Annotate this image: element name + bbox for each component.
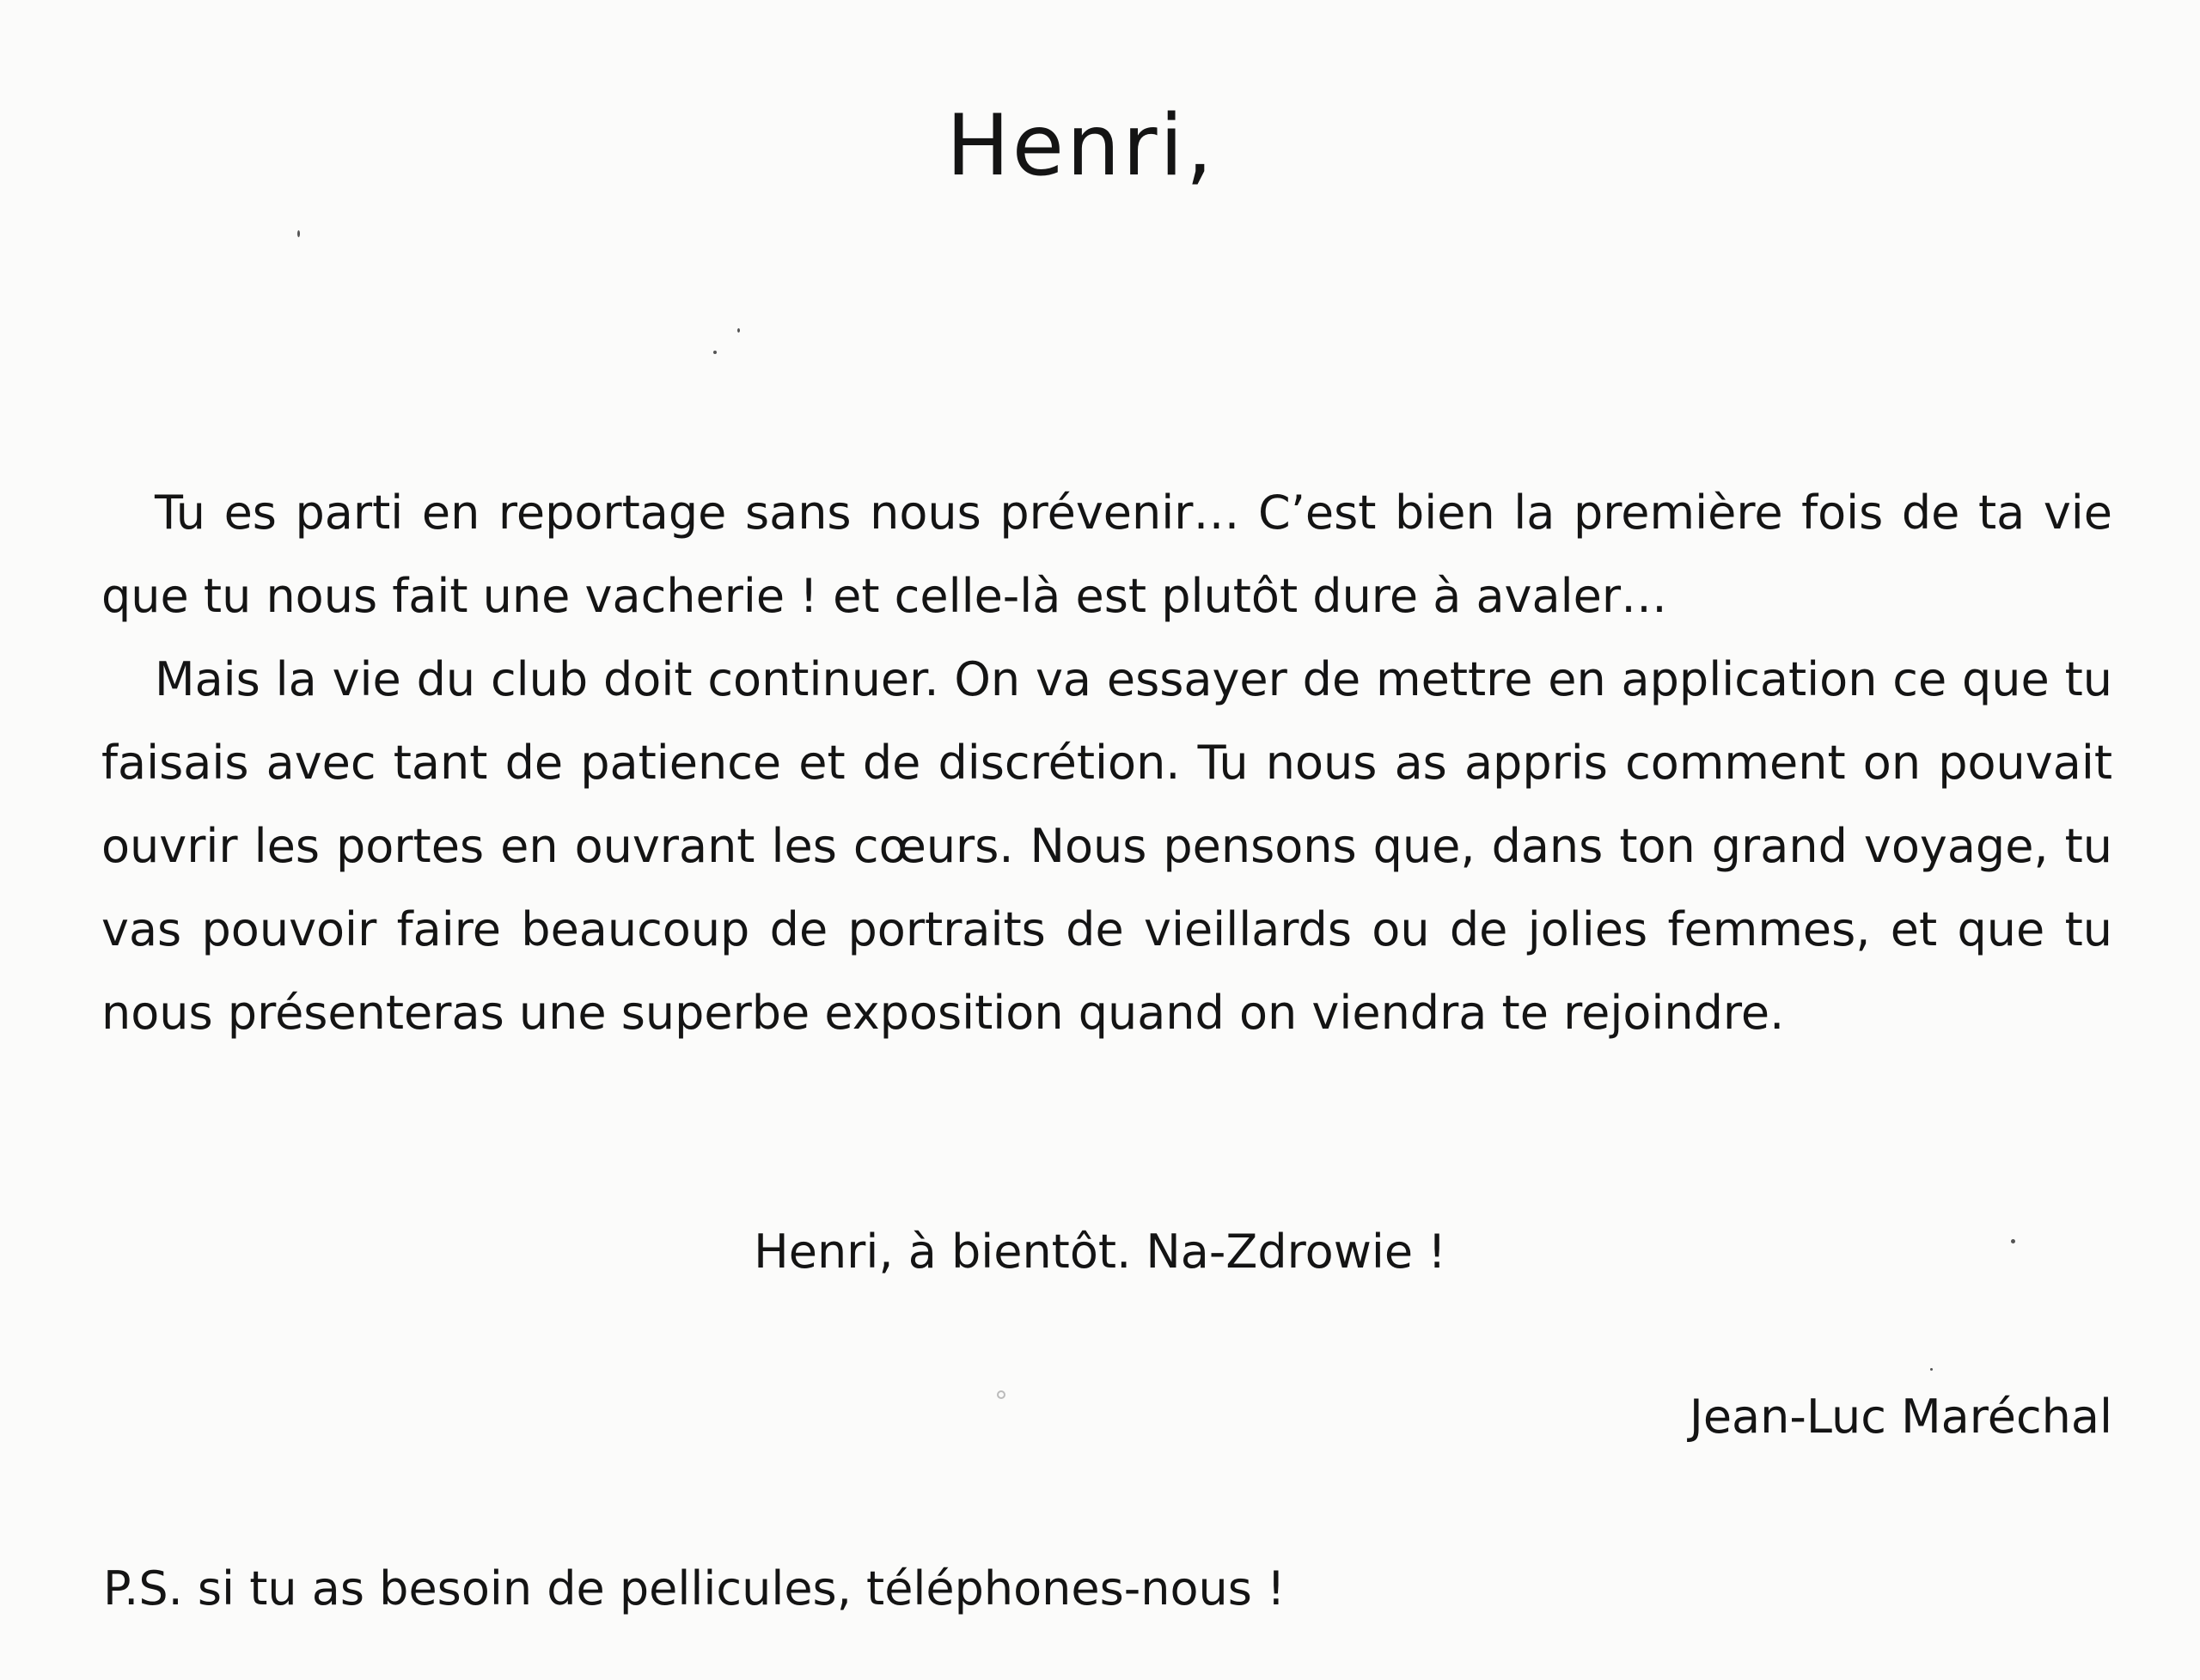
letter-signature: Jean-Luc Maréchal [1689,1390,2112,1444]
scan-speck [297,230,300,237]
letter-paragraph-1: Tu es parti en reportage sans nous prévenir… C’est bien la première fois de ta vie que tu nous fait une vacherie ! et celle-là est plutôt dure à avaler… [101,486,2112,623]
letter-salutation: Henri, [946,97,1215,195]
scan-speck [737,328,740,333]
letter-paragraph-2: Mais la vie du club doit continuer. On va essayer de mettre en application ce que tu faisais avec tant de patience et de discrétion. Tu nous as appris comment on pouvait ouvrir les portes en ouvrant les cœurs. Nous pensons que, dans ton grand voyage, tu vas pouvoir faire beaucoup de portraits de vieillards ou de jolies femmes, et que tu nous présenteras une superbe exposition quand on viendra te rejoindre. [101,652,2112,1040]
letter-body [101,471,2112,1054]
scan-speck [997,1390,1005,1399]
letter-closing: Henri, à bientôt. Na-Zdrowie ! [754,1225,1446,1279]
letter-postscript: P.S. si tu as besoin de pellicules, téléphones-nous ! [103,1561,1286,1616]
scan-speck [2011,1239,2015,1243]
scan-speck [1930,1368,1933,1371]
scan-speck [713,351,717,354]
